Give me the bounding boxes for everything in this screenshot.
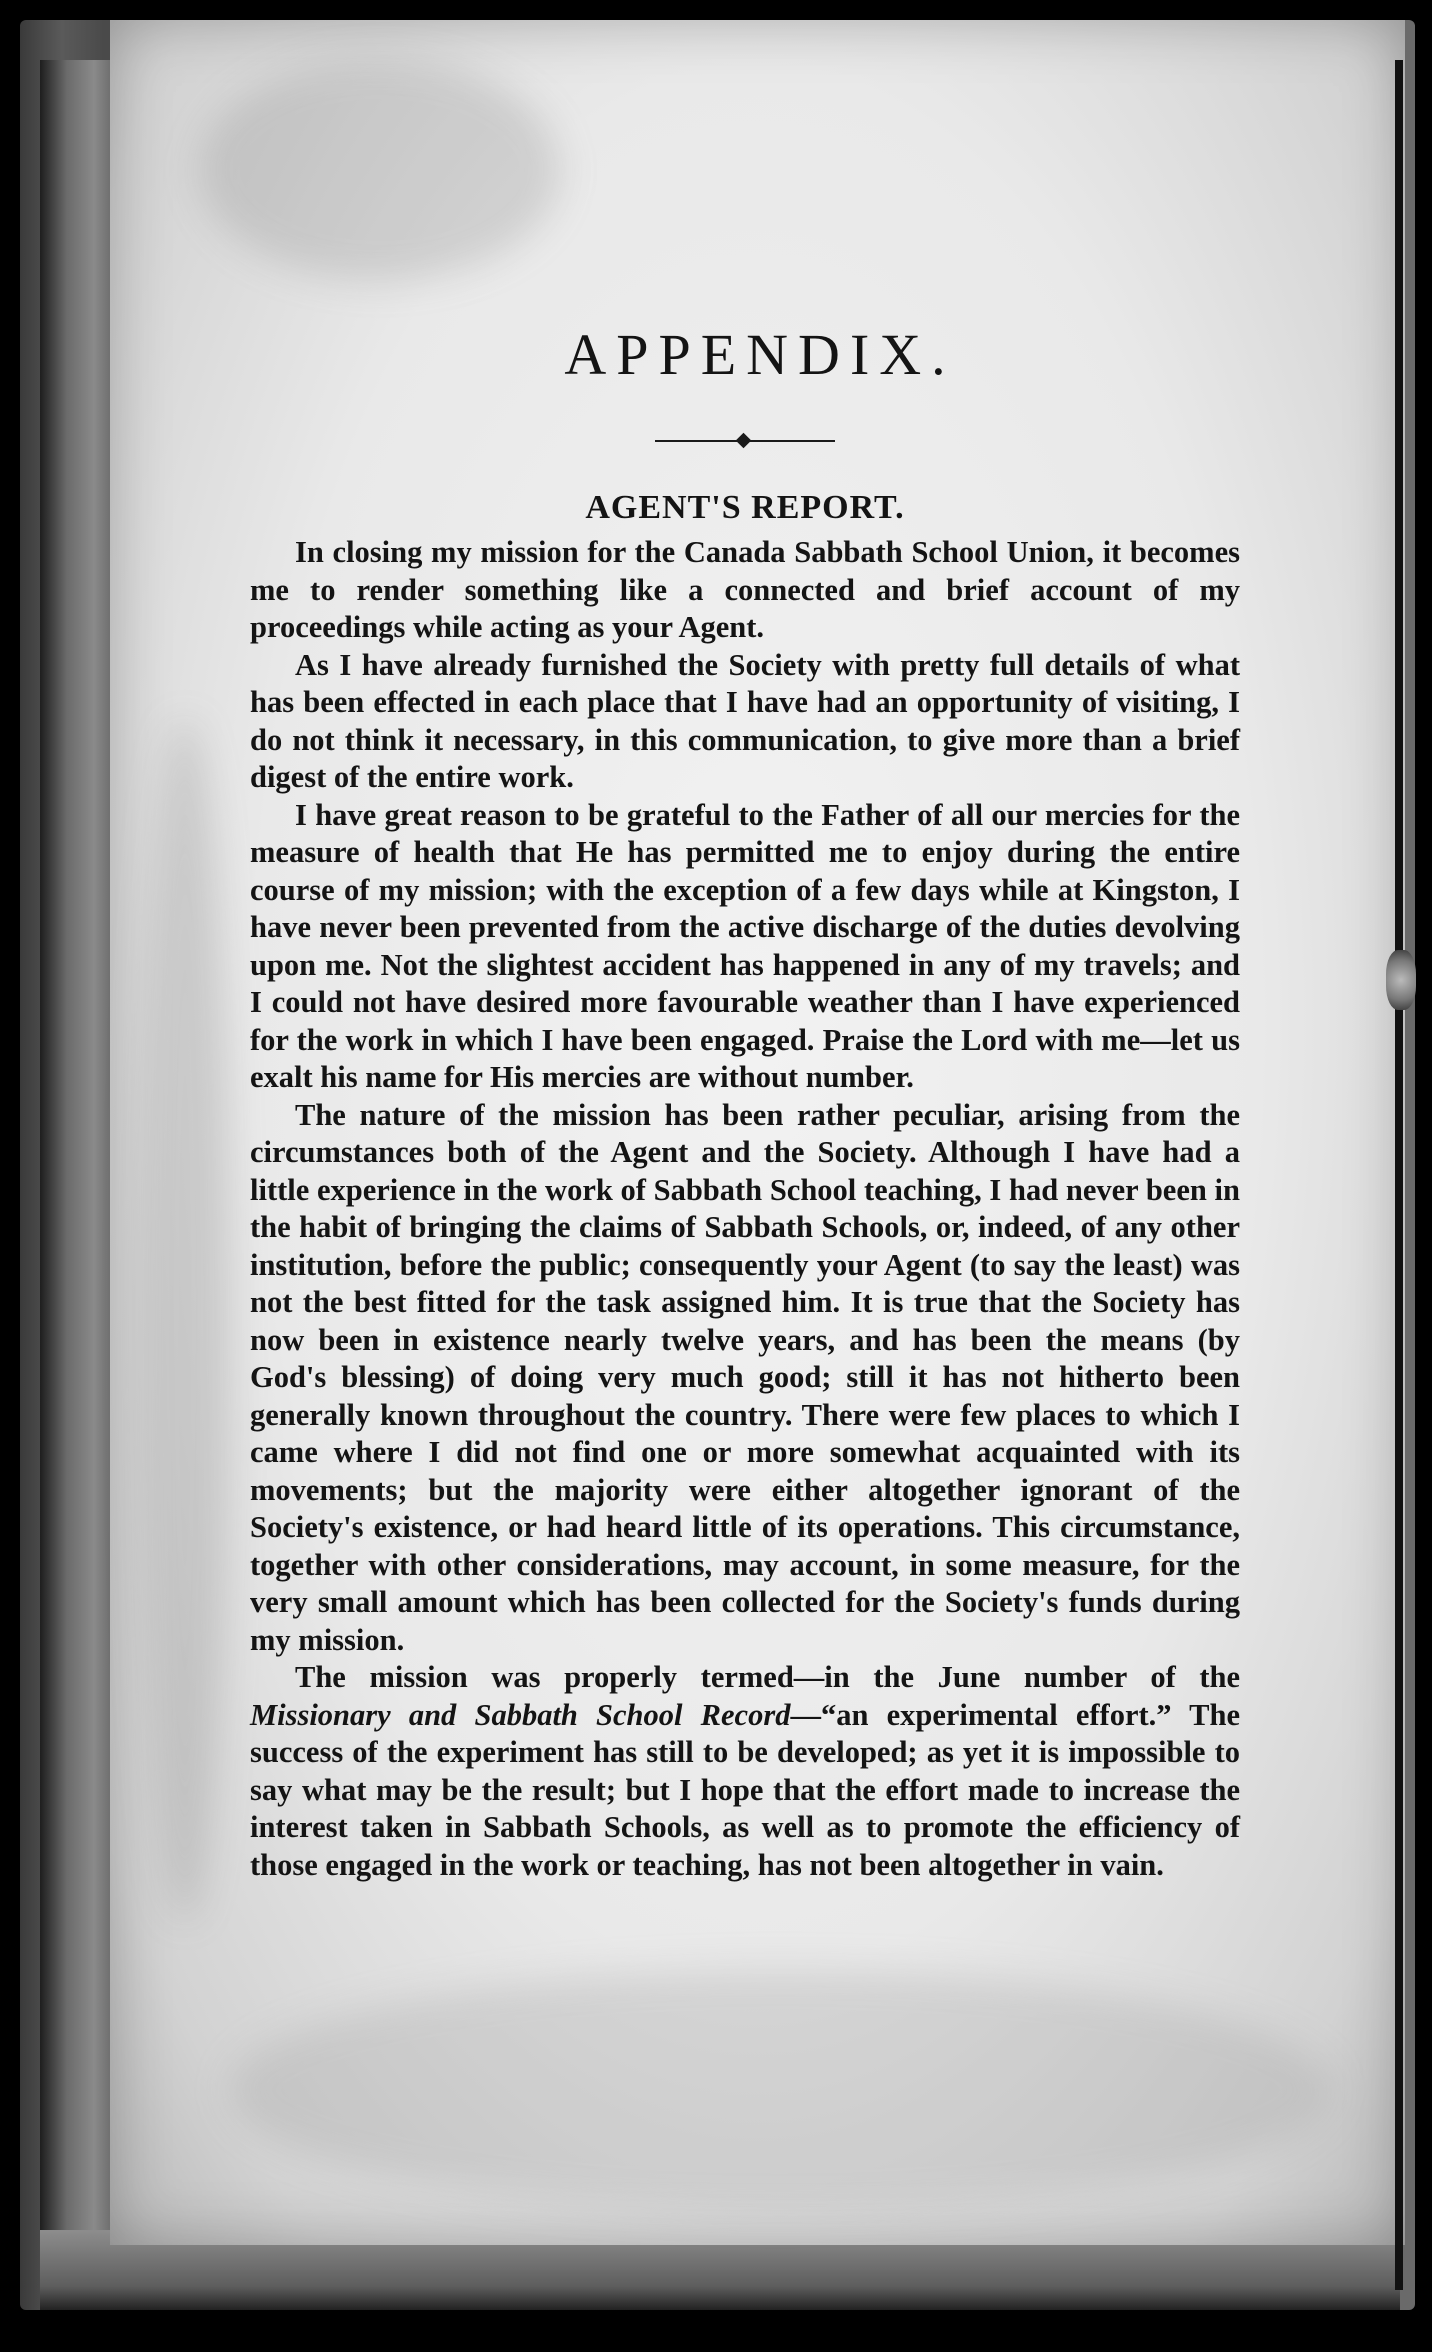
paragraph: As I have already furnished the Society with pretty full details of what has been effected in each place that I have had an opportunity of visiting, I do not think it necessary, in this communication, to give more than a brief digest of the entire work. (250, 647, 1240, 794)
paragraph-text: The mission was properly termed—in the June number of the (295, 1660, 1240, 1694)
water-stain (140, 720, 230, 1920)
paragraph-text: —“an experimental effort.” The success of the experiment has still to be developed; as yet it is impossible to say what may be the result; but I hope that the effort made to increase the interest taken in Sabbath Schools, as well as to promote the efficiency of those engaged in the work or teaching, has not been altogether in vain. (250, 1697, 1241, 1882)
paragraph: In closing my mission for the Canada Sabbath School Union, it becomes me to render something like a connected and brief account of my proceedings while acting as your Agent. (250, 535, 1240, 644)
paragraph: The nature of the mission has been rather peculiar, arising from the circumstances both of the Agent and the Society. Although I have had a little experience in the work of Sabbath School teaching, I had never been in the habit of bringing the claims of Sabbath Schools, or, indeed, of any other institution, before the public; consequently your Agent (to say the least) was not the best fitted for the task assigned him. It is true that the Society has now been in existence nearly twelve years, and has been the means (by God's blessing) of doing very much good; still it has not hitherto been generally known throughout the country. There were few places to which I came where I did not find one or more somewhat acquainted with its movements; but the majority were either altogether ignorant of the Society's existence, or had heard little of its operations. This circumstance, together with other considerations, may account, in some measure, for the very small amount which has been collected for the Society's funds during my mission. (250, 1097, 1240, 1657)
water-stain (230, 1970, 1330, 2210)
binding-thread (1386, 950, 1416, 1010)
water-stain (200, 60, 560, 280)
publication-title: Missionary and Sabbath School Record (250, 1697, 791, 1732)
ornament-diamond (736, 433, 752, 449)
title-ornament (655, 434, 835, 448)
paragraph (250, 1659, 1240, 1884)
paragraph: I have great reason to be grateful to the Father of all our mercies for the measure of health that He has permitted me to enjoy during the entire course of my mission; with the exception of a few days while at Kingston, I have never been prevented from the active discharge of the duties devolving upon me. Not the slightest accident has happened in any of my travels; and I could not have desired more favourable weather than I have experienced for the work in which I have been engaged. Praise the Lord with me—let us exalt his name for His mercies are without number. (250, 797, 1240, 1094)
section-heading: AGENT'S REPORT. (585, 489, 905, 526)
page-title: APPENDIX. (564, 322, 956, 387)
binding-edge (1395, 60, 1403, 2290)
document-body (250, 320, 1240, 1884)
